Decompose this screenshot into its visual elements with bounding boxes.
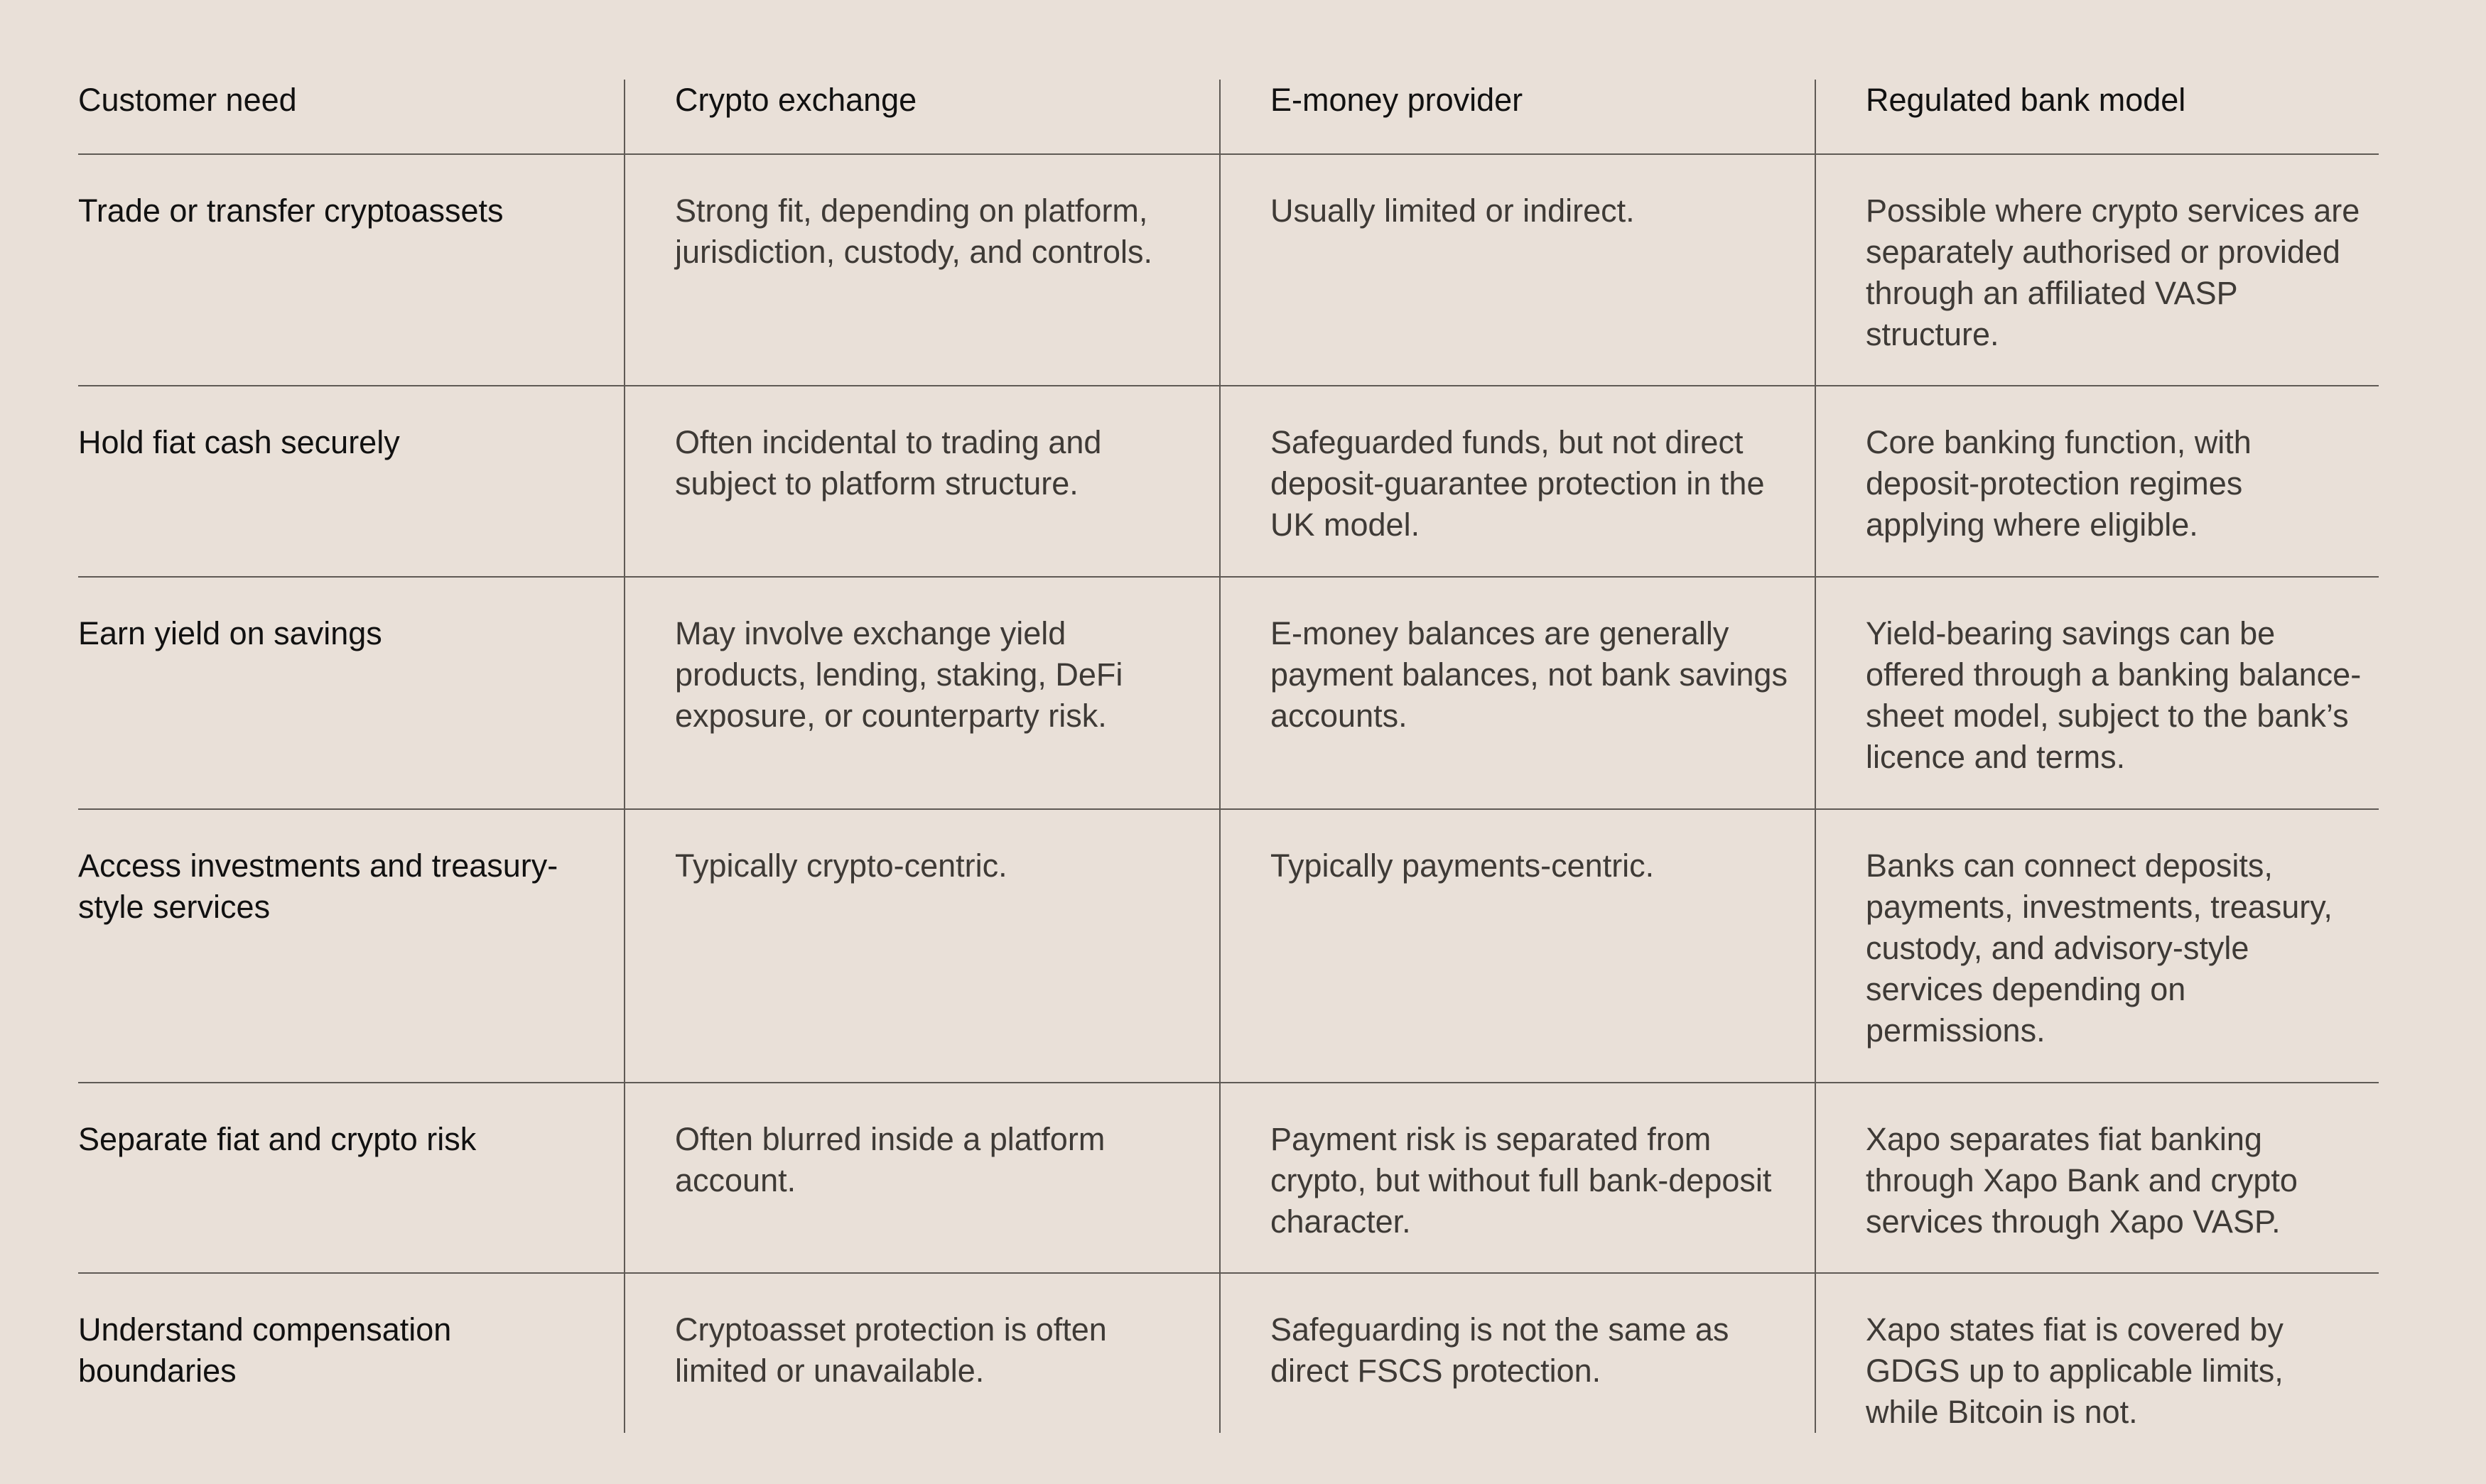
row-e-money-cell: E-money balances are generally payment balances, not bank savings accounts. [1219,578,1815,808]
row-bank-cell: Xapo separates fiat banking through Xapo Bank and crypto services through Xapo VASP. [1815,1083,2379,1272]
header-regulated-bank-model: Regulated bank model [1815,80,2379,153]
row-crypto-exchange-cell: Often incidental to trading and subject to platform structure. [624,386,1219,576]
row-bank-cell: Possible where crypto services are separately authorised or provided through an affiliated VASP structure. [1815,155,2379,385]
header-crypto-exchange: Crypto exchange [624,80,1219,153]
table-row [78,810,2379,1083]
table-row [78,578,2379,810]
table-row [78,386,2379,578]
row-bank-cell: Banks can connect deposits, payments, investments, treasury, custody, and advisory-style services depending on permissions. [1815,810,2379,1082]
row-e-money-cell: Safeguarding is not the same as direct FSCS protection. [1219,1274,1815,1433]
row-need: Separate fiat and crypto risk [78,1121,477,1157]
row-crypto-exchange-cell: Strong fit, depending on platform, jurisdiction, custody, and controls. [624,155,1219,385]
row-bank-cell: Core banking function, with deposit-protection regimes applying where eligible. [1815,386,2379,576]
header-customer-need: Customer need [78,82,297,118]
row-crypto-exchange-cell: Cryptoasset protection is often limited or unavailable. [624,1274,1219,1433]
row-e-money-cell: Payment risk is separated from crypto, but without full bank-deposit character. [1219,1083,1815,1272]
row-need: Access investments and treasury-style services [78,847,558,925]
row-need: Understand compensation boundaries [78,1311,452,1389]
row-crypto-exchange-cell: Often blurred inside a platform account. [624,1083,1219,1272]
row-e-money-cell: Usually limited or indirect. [1219,155,1815,385]
header-e-money-provider: E-money provider [1219,80,1815,153]
row-need: Earn yield on savings [78,615,382,651]
row-e-money-cell: Safeguarded funds, but not direct deposit-guarantee protection in the UK model. [1219,386,1815,576]
row-crypto-exchange-cell: Typically crypto-centric. [624,810,1219,1082]
table-row [78,1274,2379,1430]
row-need: Hold fiat cash securely [78,424,400,460]
comparison-table [78,80,2379,1430]
table-row [78,1083,2379,1274]
table-header-row [78,80,2379,155]
row-e-money-cell: Typically payments-centric. [1219,810,1815,1082]
row-crypto-exchange-cell: May involve exchange yield products, lending, staking, DeFi exposure, or counterparty risk. [624,578,1219,808]
row-need: Trade or transfer cryptoassets [78,193,504,229]
row-bank-cell: Yield-bearing savings can be offered through a banking balance-sheet model, subject to the bank’s licence and terms. [1815,578,2379,808]
row-bank-cell: Xapo states fiat is covered by GDGS up to applicable limits, while Bitcoin is not. [1815,1274,2379,1433]
table-row [78,155,2379,386]
